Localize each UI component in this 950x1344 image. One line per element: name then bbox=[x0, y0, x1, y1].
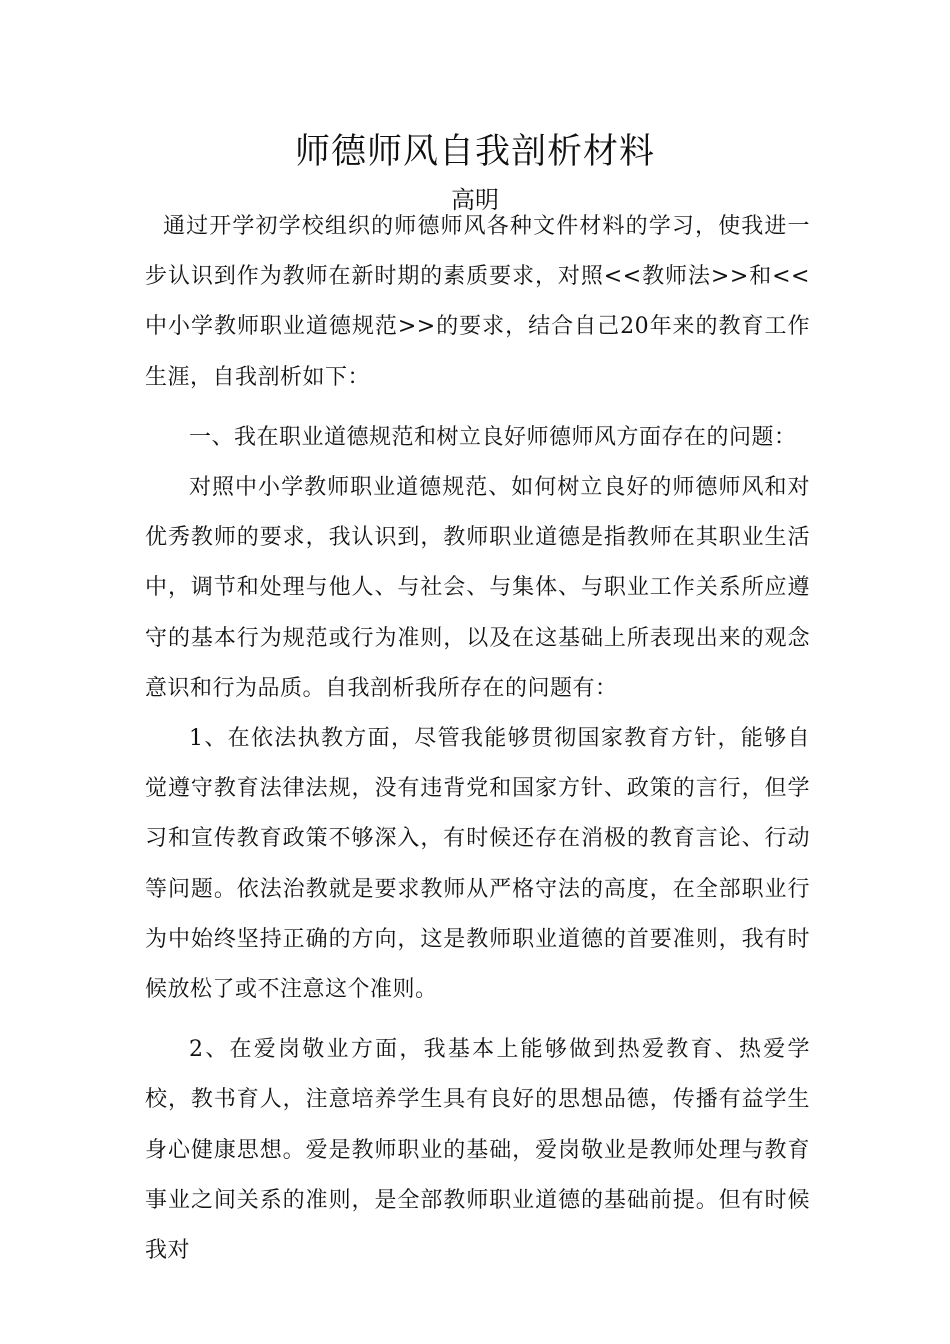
document-body bbox=[145, 202, 810, 1276]
section-heading-problems: 一、我在职业道德规范和树立良好师德师风方面存在的问题： bbox=[189, 424, 797, 450]
document-title: 师德师风自我剖析材料 bbox=[294, 132, 655, 172]
paragraph-overview: 对照中小学教师职业道德规范、如何树立良好的师德师风和对优秀教师的要求，我认识到，教师职业道德是指教师在其职业生活中，调节和处理与他人、与社会、与集体、与职业工作关系所应遵守的基本行为规范或行为准则，以及在这基础上所表现出来的观念意识和行为品质。自我剖析我所存在的问题有： bbox=[145, 475, 810, 701]
paragraph-point-2: 2、在爱岗敬业方面，我基本上能够做到热爱教育、热爱学校，教书育人，注意培养学生具有良好的思想品德，传播有益学生身心健康思想。爱是教师职业的基础，爱岗敬业是教师处理与教育事业之间关系的准则，是全部教师职业道德的基础前提。但有时候我对 bbox=[145, 1037, 810, 1264]
paragraph-intro: 通过开学初学校组织的师德师风各种文件材料的学习，使我进一步认识到作为教师在新时期的素质要求，对照<<教师法>>和<<中小学教师职业道德规范>>的要求，结合自己20年来的教育工作生涯，自我剖析如下： bbox=[145, 214, 810, 390]
paragraph-point-1: 1、在依法执教方面，尽管我能够贯彻国家教育方针，能够自觉遵守教育法律法规，没有违背党和国家方针、政策的言行，但学习和宣传教育政策不够深入，有时候还存在消极的教育言论、行动等问题。依法治教就是要求教师从严格守法的高度，在全部职业行为中始终坚持正确的方向，这是教师职业道德的首要准则，我有时候放松了或不注意这个准则。 bbox=[145, 726, 810, 1003]
author-name: 高明 bbox=[451, 186, 499, 214]
